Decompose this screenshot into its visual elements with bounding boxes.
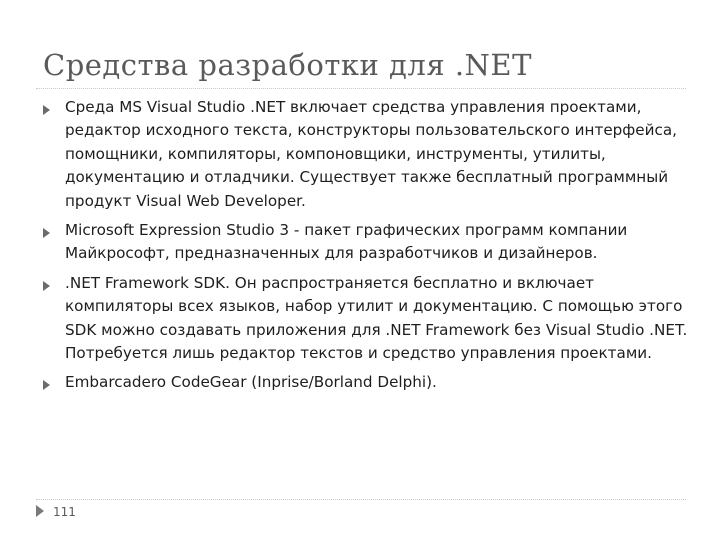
triangle-bullet-icon	[43, 228, 50, 238]
bullet-text: Microsoft Expression Studio 3 - пакет графических программ компании Майкрософт, предназначенных для разработчиков и дизайнеров.	[65, 221, 628, 263]
bullet-text: Embarcadero CodeGear (Inprise/Borland Delphi).	[65, 373, 437, 392]
triangle-bullet-icon	[43, 281, 50, 291]
bullet-text: .NET Framework SDK. Он распространяется бесплатно и включает компиляторы всех языков, набор утилит и документацию. С помощью этого SDK можно создавать приложения для .NET Framework без Visual Studio .NET. Потребуется лишь редактор текстов и средство управления проектами.	[65, 273, 688, 363]
page-number: 111	[53, 505, 76, 519]
page-marker-icon	[36, 505, 44, 517]
bullet-item	[43, 96, 693, 213]
bullet-list	[43, 96, 693, 401]
bullet-item	[43, 272, 693, 366]
bullet-item	[43, 219, 693, 266]
bullet-text: Среда MS Visual Studio .NET включает средства управления проектами, редактор исходного текста, конструкторы пользовательского интерфейса, помощники, компиляторы, компоновщики, инструменты, утилиты, документацию и отладчики. Существует также бесплатный программный продукт Visual Web Developer.	[65, 98, 677, 210]
triangle-bullet-icon	[43, 380, 50, 390]
bullet-item	[43, 371, 693, 394]
triangle-bullet-icon	[43, 105, 50, 115]
slide-title: Средства разработки для .NET	[43, 48, 532, 82]
footer-divider	[36, 499, 686, 500]
title-divider	[36, 88, 686, 89]
